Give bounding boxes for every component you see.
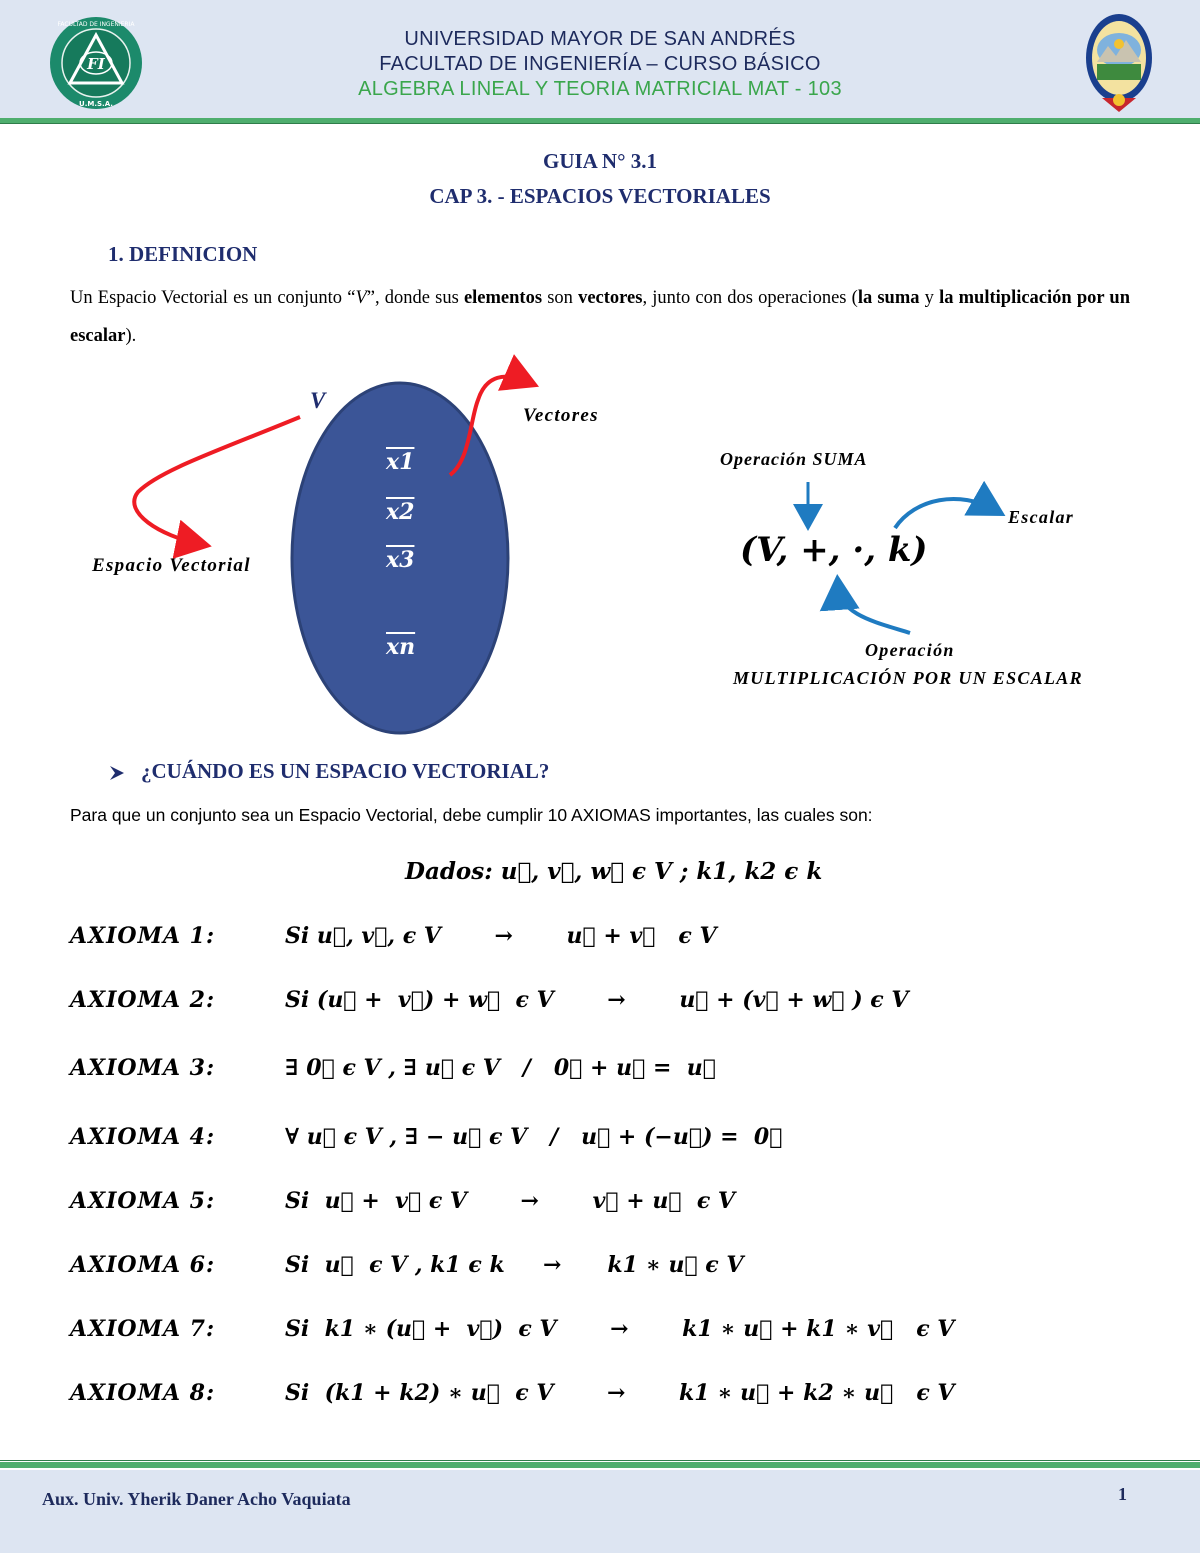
chapter-title: CAP 3. - ESPACIOS VECTORIALES — [429, 184, 771, 208]
axiom-8-label: AXIOMA 8: — [70, 1380, 216, 1406]
axiom-6-label: AXIOMA 6: — [70, 1252, 216, 1278]
axiom-5-expression: Si u⃗ + v⃗ ϵ V → v⃗ + u⃗ ϵ V — [285, 1188, 735, 1214]
given-statement: Dados: u⃗, v⃗, w⃗ ϵ V ; k1, k2 ϵ k — [405, 858, 823, 885]
university-name: UNIVERSIDAD MAYOR DE SAN ANDRÉS — [404, 28, 796, 50]
axiom-4-label: AXIOMA 4: — [70, 1124, 216, 1150]
logo-bottom-text: U.M.S.A. — [79, 100, 113, 108]
bold-run: elementos — [463, 288, 543, 308]
axioms-intro: Para que un conjunto sea un Espacio Vectorial, debe cumplir 10 AXIOMAS importantes, las cuales son: — [70, 805, 873, 825]
page-footer — [0, 1470, 1200, 1553]
bold-run: la suma — [857, 288, 920, 308]
element-label: x1 — [386, 449, 415, 475]
text-run: , junto con dos operaciones ( — [642, 288, 858, 308]
vectors-label: Vectores — [523, 405, 599, 426]
axiom-1-label: AXIOMA 1: — [70, 923, 216, 949]
bold-run: vectores — [578, 288, 643, 308]
axiom-8-expression: Si (k1 + k2) ∗ u⃗ ϵ V → k1 ∗ u⃗ + k2 ∗ u⃗ ϵ V — [285, 1380, 955, 1406]
axiom-5-label: AXIOMA 5: — [70, 1188, 216, 1214]
element-label: $\overline{xn}$ — [386, 634, 416, 660]
axiom-7-label: AXIOMA 7: — [70, 1316, 216, 1342]
logo-mark-text: FI — [87, 55, 105, 73]
scalar-label: Escalar — [1008, 507, 1075, 527]
course-name: ALGEBRA LINEAL Y TEORIA MATRICIAL MAT - 103 — [358, 78, 842, 100]
logo-ring-text: FACULTAD DE INGENIERIA — [57, 21, 135, 28]
guide-title: GUIA N° 3.1 — [543, 149, 657, 173]
axiom-2-label: AXIOMA 2: — [70, 987, 216, 1013]
vector-space-diagram — [0, 0, 1200, 760]
set-label: V — [310, 388, 327, 413]
vector-element — [386, 634, 415, 660]
text-run: ”, donde sus — [366, 288, 464, 308]
axiom-1-expression: Si u⃗, v⃗, ϵ V → u⃗ + v⃗ ϵ V — [285, 923, 717, 949]
vector-element — [386, 449, 414, 475]
vector-element — [386, 499, 414, 525]
faculty-name: FACULTAD DE INGENIERÍA – CURSO BÁSICO — [379, 53, 821, 75]
axiom-4-expression: ∀ u⃗ ϵ V , ∃ − u⃗ ϵ V / u⃗ + (−u⃗) = 0⃗ — [285, 1124, 783, 1150]
arrowhead-bullet-icon — [108, 764, 126, 787]
footer-divider — [0, 1462, 1200, 1468]
scalar-arrow — [895, 499, 995, 528]
vector-element — [386, 547, 414, 573]
space-arrow — [134, 417, 300, 544]
axiom-2-expression: Si (u⃗ + v⃗) + w⃗ ϵ V → u⃗ + (v⃗ + w⃗ ) ϵ V — [285, 987, 909, 1013]
axiom-3-expression: ∃ 0⃗ ϵ V , ∃ u⃗ ϵ V / 0⃗ + u⃗ = u⃗ — [285, 1055, 716, 1081]
mult-arrow — [838, 586, 910, 633]
vector-space-label: Espacio Vectorial — [92, 555, 251, 576]
axiom-7-expression: Si k1 ∗ (u⃗ + v⃗) ϵ V → k1 ∗ u⃗ + k1 ∗ v⃗ ϵ V — [285, 1316, 955, 1342]
mult-operation-label: Operación — [865, 640, 955, 660]
section-heading-definicion: 1. DEFINICION — [108, 242, 258, 266]
set-symbol: V — [355, 288, 367, 308]
text-run: ). — [125, 326, 137, 346]
vector-space-structure: (V, +, ·, k) — [740, 530, 928, 570]
author-credit: Aux. Univ. Yherik Daner Acho Vaquiata — [42, 1489, 351, 1509]
section-heading-cuando: ¿CUÁNDO ES UN ESPACIO VECTORIAL? — [141, 759, 550, 783]
bold-run: la multiplicación por un escalar — [70, 288, 1131, 346]
mult-operation-label-2: MULTIPLICACIÓN POR UN ESCALAR — [733, 668, 1083, 688]
text-run: Un Espacio Vectorial es un conjunto “ — [70, 288, 356, 308]
page-number: 1 — [1118, 1484, 1127, 1504]
text-run: y — [919, 288, 940, 308]
axiom-3-label: AXIOMA 3: — [70, 1055, 216, 1081]
sum-operation-label: Operación SUMA — [720, 449, 868, 469]
element-label: x2 — [386, 499, 415, 525]
axiom-6-expression: Si u⃗ ϵ V , k1 ϵ k → k1 ∗ u⃗ ϵ V — [285, 1252, 744, 1278]
footer-divider-thin — [0, 1460, 1200, 1461]
element-label: x3 — [386, 547, 415, 573]
text-run: son — [542, 288, 579, 308]
